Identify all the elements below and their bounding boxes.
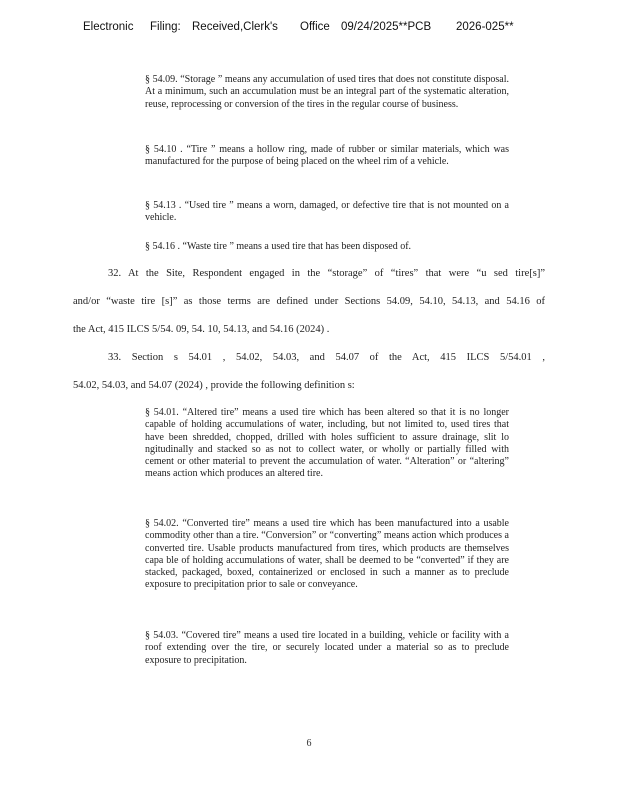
header-received: Received,Clerk's xyxy=(192,21,278,33)
header-filing: Filing: xyxy=(150,21,181,33)
header-docket: 2026-025** xyxy=(456,21,514,33)
definition-covered-tire: § 54.03. “Covered tire” means a used tire located in a building, vehicle or facility with a roof extending over the tire, or securely located under a material so as to preclude exposure to precipitation. xyxy=(145,630,509,666)
paragraph-33-line-2: 54.02, 54.03, and 54.07 (2024) , provide the following definition s: xyxy=(73,380,355,391)
definition-storage: § 54.09. “Storage ” means any accumulation of used tires that does not constitute disposal. At a minimum, such an accumulation must be an integral part of the systematic alteration, reuse, reprocessing or conversion of the tires in the regular course of business. xyxy=(145,74,509,110)
paragraph-32-line-1: 32. At the Site, Respondent engaged in the “storage” of “tires” that were “u sed tire[s]” xyxy=(108,268,545,279)
header-date: 09/24/2025**PCB xyxy=(341,21,432,33)
definition-converted-tire: § 54.02. “Converted tire” means a used tire which has been manufactured into a usable commodity other than a tire. “Conversion” or “converting” means action which produces a converted tire. Usable products manufactured from tires, which products are themselves capa ble of holding accumulations of water, shall be deemed to be “converted” if they are stacked, packaged, boxed, containerized or enclosed in such a manner as to preclude exposure to precipitation prior to sale or conveyance. xyxy=(145,518,509,591)
header-electronic: Electronic xyxy=(83,21,134,33)
definition-used-tire: § 54.13 . “Used tire ” means a worn, damaged, or defective tire that is not mounted on a vehicle. xyxy=(145,200,509,224)
paragraph-32-line-3: the Act, 415 ILCS 5/54. 09, 54. 10, 54.13, and 54.16 (2024) . xyxy=(73,324,330,335)
definition-tire: § 54.10 . “Tire ” means a hollow ring, made of rubber or similar materials, which was manufactured for the purpose of being placed on the wheel rim of a vehicle. xyxy=(145,144,509,168)
paragraph-32-line-2: and/or “waste tire [s]” as those terms are defined under Sections 54.09, 54.10, 54.13, and 54.16 of xyxy=(73,296,545,307)
paragraph-33-line-1: 33. Section s 54.01 , 54.02, 54.03, and 54.07 of the Act, 415 ILCS 5/54.01 , xyxy=(108,352,545,363)
page-number: 6 xyxy=(306,738,312,749)
definition-altered-tire: § 54.01. “Altered tire” means a used tire which has been altered so that it is no longer capable of holding accumulations of water, including, but not limited to, used tires that have been shredded, chopped, drilled with holes sufficient to assure drainage, slit lo ngitudinally and stacked so as not to collect water, or wholly or partially filled with cement or other material to prevent the accumulation of water. “Alteration” or “altering” means action which produces an altered tire. xyxy=(145,407,509,480)
definition-waste-tire: § 54.16 . “Waste tire ” means a used tire that has been disposed of. xyxy=(145,241,412,252)
header-office: Office xyxy=(300,21,330,33)
